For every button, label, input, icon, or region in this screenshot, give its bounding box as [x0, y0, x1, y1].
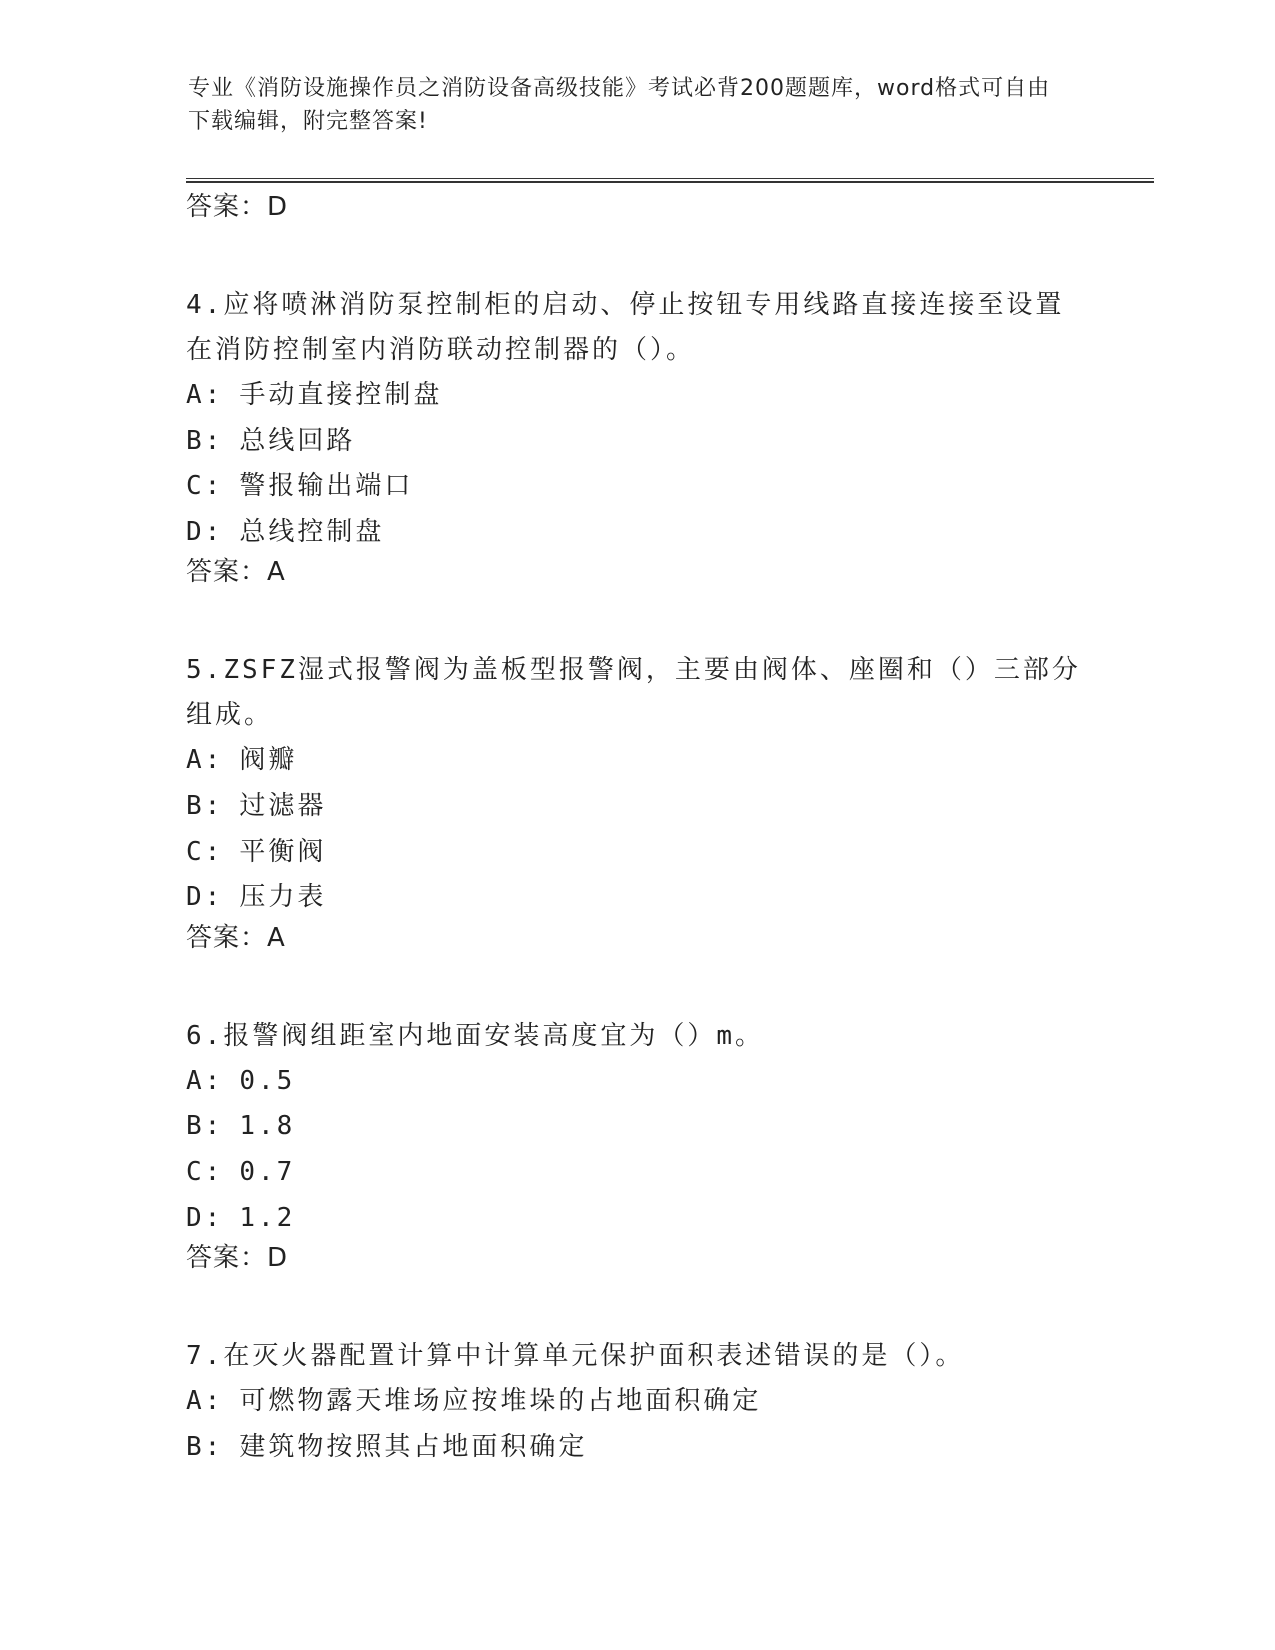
option-text: 建筑物按照其占地面积确定	[239, 1431, 588, 1462]
option-text: 总线控制盘	[239, 516, 385, 547]
option-a	[186, 1059, 1086, 1105]
option-a	[186, 1379, 1086, 1425]
option-a	[186, 738, 1086, 784]
answer-label: 答案：	[186, 922, 268, 953]
question-stem	[186, 648, 1086, 738]
option-b	[186, 1104, 1086, 1150]
question-stem	[186, 283, 1086, 373]
question-number: 4.	[186, 290, 224, 320]
option-text: 阀瓣	[239, 745, 298, 776]
option-key: C :	[186, 837, 223, 867]
option-c	[186, 830, 1086, 876]
question-text: 应将喷淋消防泵控制柜的启动、停止按钮专用线路直接连接至设置在消防控制室内消防联动控制器的（）。	[186, 290, 1065, 365]
answer-label: 答案：	[186, 1243, 268, 1274]
question-text: 报警阀组距室内地面安装高度宜为（）m。	[223, 1020, 764, 1051]
question-block	[186, 1014, 1086, 1287]
question-block	[186, 648, 1086, 966]
question-number: 5.	[186, 655, 224, 686]
question-number: 7.	[186, 1341, 224, 1372]
option-d	[186, 1196, 1086, 1242]
option-key: D :	[186, 882, 223, 912]
page-header: 专业《消防设施操作员之消防设备高级技能》考试必背200题题库，word格式可自由下载编辑，附完整答案!	[188, 76, 1051, 134]
option-text: 平衡阀	[239, 836, 327, 867]
option-c	[186, 1150, 1086, 1196]
option-text: 警报输出端口	[239, 471, 414, 502]
answer-label: 答案：	[186, 557, 268, 588]
option-a	[186, 373, 1086, 419]
question-list	[186, 190, 1086, 1470]
option-key: B :	[186, 1432, 223, 1462]
answer-value: A	[267, 922, 286, 953]
question-text: ZSFZ湿式报警阀为盖板型报警阀，主要由阀体、座圈和（）三部分组成。	[186, 655, 1081, 731]
answer-value: A	[267, 557, 286, 588]
question-number: 6.	[186, 1020, 224, 1051]
option-d	[186, 510, 1086, 556]
header-divider	[186, 178, 1154, 183]
option-text: 可燃物露天堆场应按堆垛的占地面积确定	[239, 1386, 762, 1417]
option-key: C :	[186, 471, 223, 501]
answer-line	[186, 921, 1086, 967]
option-text: 0.7	[239, 1156, 296, 1187]
questions-container	[186, 283, 1086, 1470]
option-d	[186, 875, 1086, 921]
question-text: 在灭火器配置计算中计算单元保护面积表述错误的是（）。	[223, 1341, 965, 1372]
option-key: B :	[186, 1111, 223, 1141]
answer-value: D	[267, 192, 289, 222]
option-key: B :	[186, 791, 223, 821]
option-text: 过滤器	[239, 790, 327, 821]
answer-line	[186, 190, 1086, 236]
option-text: 总线回路	[239, 425, 356, 456]
option-text: 手动直接控制盘	[239, 380, 443, 410]
option-key: C :	[186, 1157, 223, 1187]
answer-value: D	[267, 1243, 289, 1274]
question-stem	[186, 1014, 1086, 1059]
answer-line	[186, 1241, 1086, 1287]
question-block	[186, 283, 1086, 601]
option-b	[186, 784, 1086, 830]
option-b	[186, 1425, 1086, 1471]
option-text: 1.8	[239, 1111, 296, 1142]
option-key: A :	[186, 380, 223, 410]
option-key: D :	[186, 1203, 223, 1233]
option-text: 1.2	[239, 1202, 296, 1233]
option-text: 0.5	[239, 1065, 296, 1096]
option-key: A :	[186, 745, 223, 775]
option-key: A :	[186, 1386, 223, 1416]
answer-label: 答案：	[186, 192, 268, 222]
question-block	[186, 1334, 1086, 1470]
option-c	[186, 464, 1086, 510]
option-b	[186, 419, 1086, 465]
option-key: A :	[186, 1066, 223, 1096]
option-key: B :	[186, 426, 223, 456]
option-text: 压力表	[239, 882, 327, 913]
question-stem	[186, 1334, 1086, 1379]
option-key: D :	[186, 517, 223, 547]
answer-line	[186, 555, 1086, 601]
